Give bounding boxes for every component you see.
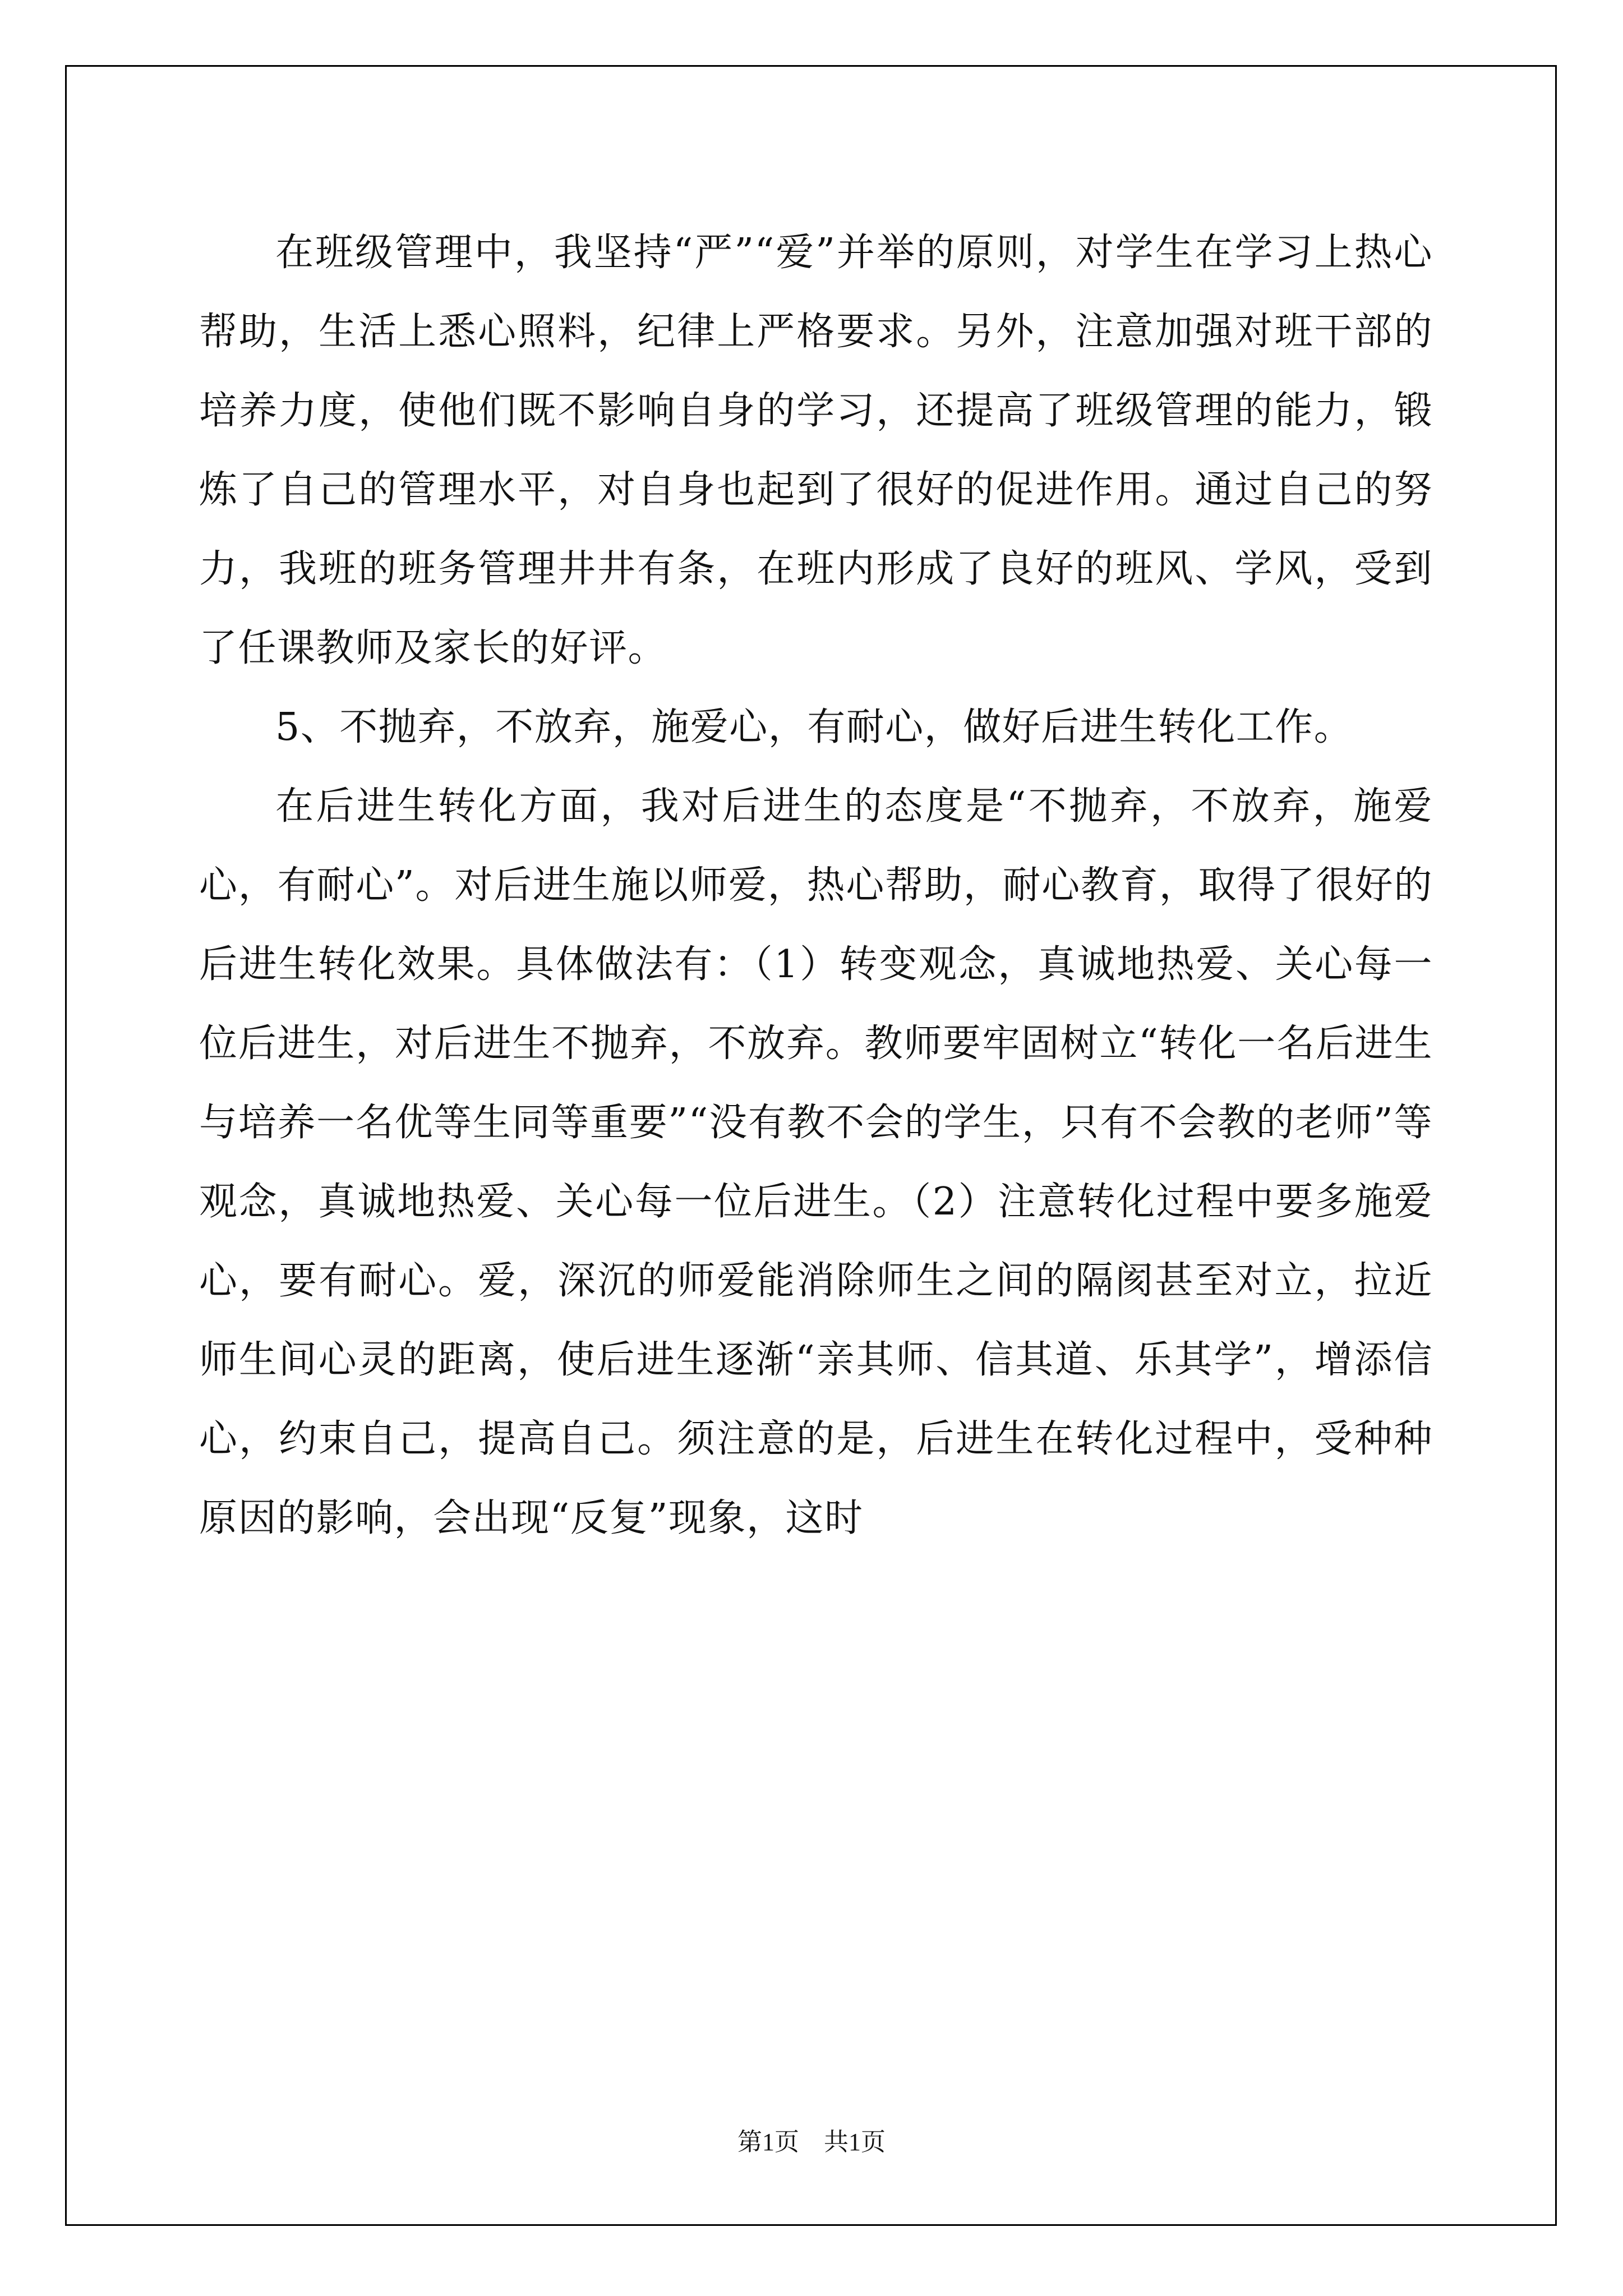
paragraph-underachiever-transformation: 在后进生转化方面，我对后进生的态度是“不抛弃，不放弃，施爱心，有耐心”。对后进生施以师爱，热心帮助，耐心教育，取得了很好的后进生转化效果。具体做法有：（1）转变观念，真诚地热爱、关心每一位后进生，对后进生不抛弃，不放弃。教师要牢固树立“转化一名后进生与培养一名优等生同等重要”“没有教不会的学生，只有不会教的老师”等观念，真诚地热爱、关心每一位后进生。（2）注意转化过程中要多施爱心，要有耐心。爱，深沉的师爱能消除师生之间的隔阂甚至对立，拉近师生间心灵的距离，使后进生逐渐“亲其师、信其道、乐其学”，增添信心，约束自己，提高自己。须注意的是，后进生在转化过程中，受种种原因的影响，会出现“反复”现象，这时 [199,784,1433,1540]
page-footer [0,2122,1623,2157]
paragraph-heading-5: 5、不抛弃，不放弃，施爱心，有耐心，做好后进生转化工作。 [275,705,1353,749]
paragraph-class-management: 在班级管理中，我坚持“严”“爱”并举的原则，对学生在学习上热心帮助，生活上悉心照料，纪律上严格要求。另外，注意加强对班干部的培养力度，使他们既不影响自身的学习，还提高了班级管理的能力，锻炼了自己的管理水平，对自身也起到了很好的促进作用。通过自己的努力，我班的班务管理井井有条，在班内形成了良好的班风、学风，受到了任课教师及家长的好评。 [199,231,1433,670]
page-number-label: 第1页 共1页 [737,2128,886,2156]
document-body [199,213,1433,1558]
